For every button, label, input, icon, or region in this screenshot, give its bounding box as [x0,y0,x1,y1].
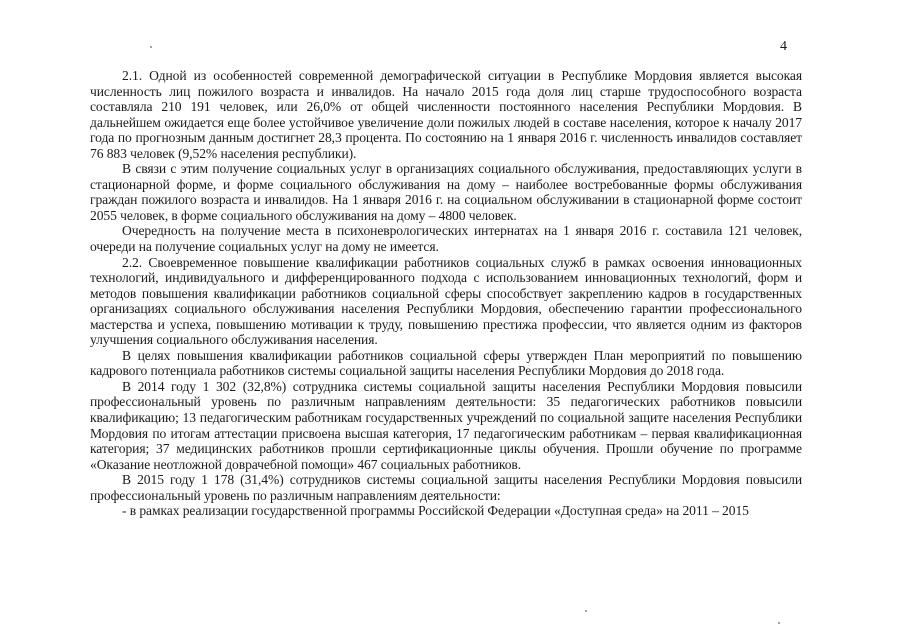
paragraph-action-plan: В целях повышения квалификации работников социальной сферы утвержден План мероприятий по повышению кадрового потенциала работников системы социальной защиты населения Республики Мордовия до 2018 года. [90,347,802,379]
list-item-accessible-environment: - в рамках реализации государственной программы Российской Федерации «Доступная среда» на 2011 – 2015 [122,503,749,519]
paragraph-2015: В 2015 году 1 178 (31,4%) сотрудников системы социальной защиты населения Республики Мордовия повысили профессиональный уровень по различным направлениям деятельности: [90,472,802,503]
document-body [90,68,802,519]
paragraph-demographics: 2.1. Одной из особенностей современной демографической ситуации в Республике Мордовия является высокая численность лиц пожилого возраста и инвалидов. На начало 2015 года доля лиц старше трудоспособного возраста составляла 210 191 человек, или 26,0% от общей численности постоянного населения Республики Мордовия. В дальнейшем ожидается еще более устойчивое увеличение доли пожилых людей в составе населения, которое к началу 2017 года по прогнозным данным достигнет 28,3 процента. По состоянию на 1 января 2016 г. численность инвалидов составляет 76 883 человек (9,52% населения республики). [90,68,802,161]
paragraph-social-services: В связи с этим получение социальных услуг в организациях социального обслуживания, предоставляющих услуги в стационарной форме, и форме социального обслуживания на дому – наиболее востребованные формы обслуживания граждан пожилого возраста и инвалидов. На 1 января 2016 г. на социальном обслуживании в стационарной форме состоит 2055 человек, в форме социального обслуживания на дому – 4800 человек. [90,161,802,223]
page-number: 4 [780,39,787,54]
scan-speck [778,622,780,624]
scan-speck [150,46,152,48]
paragraph-2014: В 2014 году 1 302 (32,8%) сотрудника системы социальной защиты населения Республики Мордовия повысили профессиональный уровень по различным направлениям деятельности: 35 педагогических работников повысили квалификацию; 13 педагогическим работникам государственных учреждений по социальной защите населения Республики Мордовия по итогам аттестации присвоена высшая категория, 17 педагогическим работникам – первая квалификационная категория; 37 медицинских работников прошли сертификационные циклы обучения. Прошли обучение по программе «Оказание неотложной доврачебной помощи» 467 социальных работников. [90,378,802,472]
paragraph-qualification: 2.2. Своевременное повышение квалификации работников социальных служб в рамках освоения инновационных технологий, индивидуального и дифференцированного подхода с использованием инновационных технологий, форм и методов повышения квалификации работников социальной сферы способствует закреплению кадров в государственных организациях социального обслуживания населения Республики Мордовия, обеспечению гарантии профессионального мастерства и успеха, повышению мотивации к труду, повышению престижа профессии, что является одним из факторов улучшения социального обслуживания населения. [90,254,802,348]
paragraph-queue: Очередность на получение места в психоневрологических интернатах на 1 января 2016 г. составила 121 человек, очереди на получение социальных услуг на дому не имеется. [90,223,802,255]
scan-speck [585,610,587,612]
